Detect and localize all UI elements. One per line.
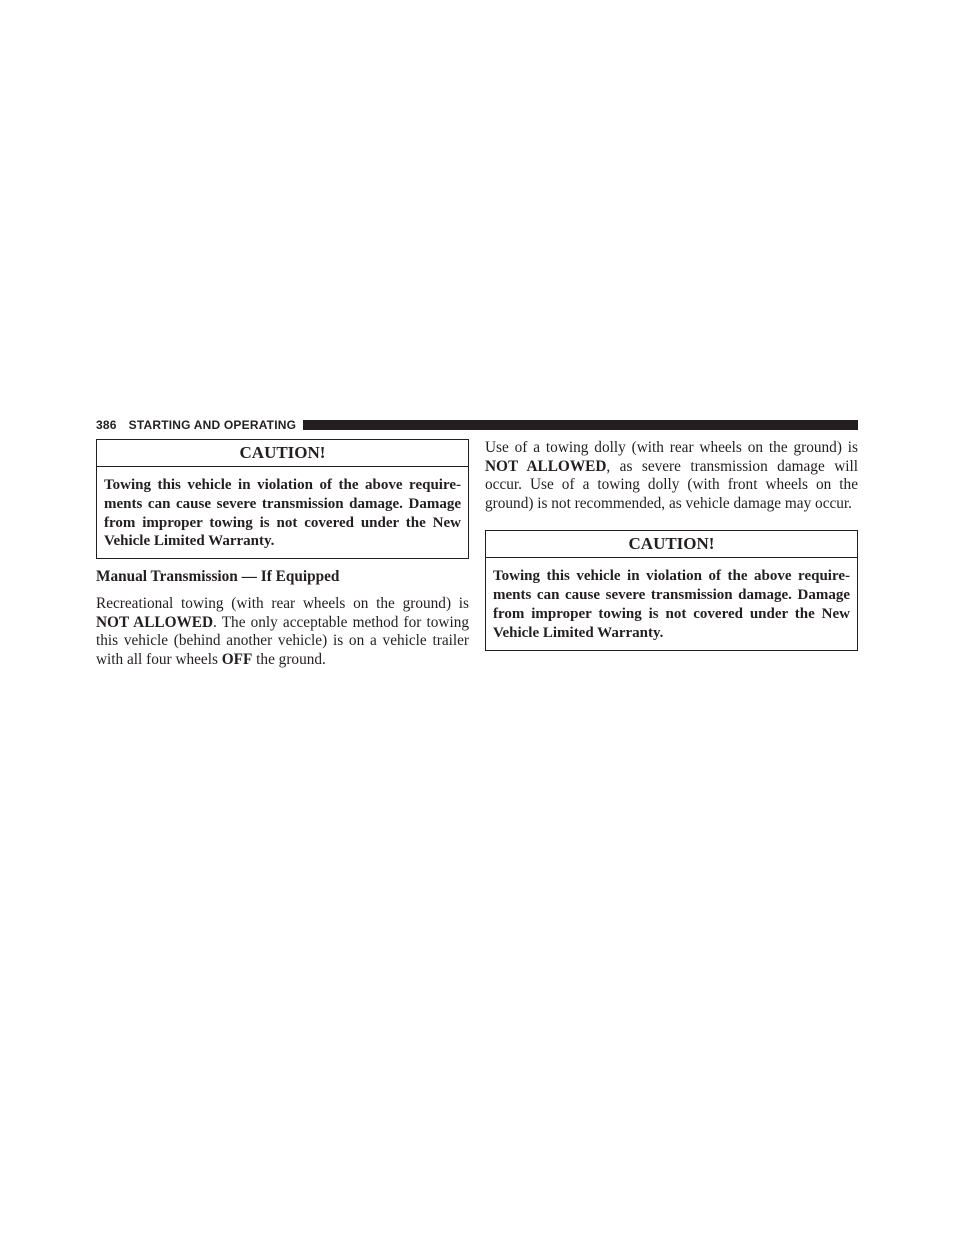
emphasis-text: OFF <box>221 650 253 668</box>
caution-text: Towing this vehicle in violation of the above requirements can cause severe transmission damage. Damage from improper towing is not covered under the New Vehicle Limited Warranty. <box>493 568 850 641</box>
caution-text: Towing this vehicle in violation of the above requirements can cause severe transmission damage. Damage from improper towing is not covered under the New Vehicle Limited Warranty. <box>104 477 461 550</box>
right-column <box>485 439 858 651</box>
caution-box <box>485 530 858 650</box>
paragraph-text: . The only acceptable method for towing this vehicle (behind another vehicle) is on a vehicle trailer with all four wheels <box>96 613 470 668</box>
section-subheading: Manual Transmission — If Equipped <box>96 568 340 586</box>
emphasis-text: NOT ALLOWED <box>485 457 607 475</box>
body-paragraph <box>485 439 858 513</box>
header-rule <box>303 420 858 430</box>
caution-title: CAUTION! <box>486 531 857 558</box>
paragraph-text: Use of a towing dolly (with rear wheels on the ground) is <box>485 439 858 456</box>
page-number: 386 <box>96 418 117 432</box>
caution-box <box>96 439 469 559</box>
section-title: STARTING AND OPERATING <box>128 418 297 432</box>
body-paragraph <box>96 595 469 669</box>
paragraph-text: , as severe transmission damage will occur. Use of a towing dolly (with front wheels on the ground) is not recommended, as vehicle damage may occur. <box>485 457 859 512</box>
paragraph-text: the ground. <box>252 650 326 668</box>
emphasis-text: NOT ALLOWED <box>96 613 214 631</box>
paragraph-text: Recreational towing (with rear wheels on the ground) is <box>96 595 469 613</box>
page-header <box>96 417 858 433</box>
caution-title: CAUTION! <box>97 440 468 467</box>
left-column <box>96 439 469 670</box>
